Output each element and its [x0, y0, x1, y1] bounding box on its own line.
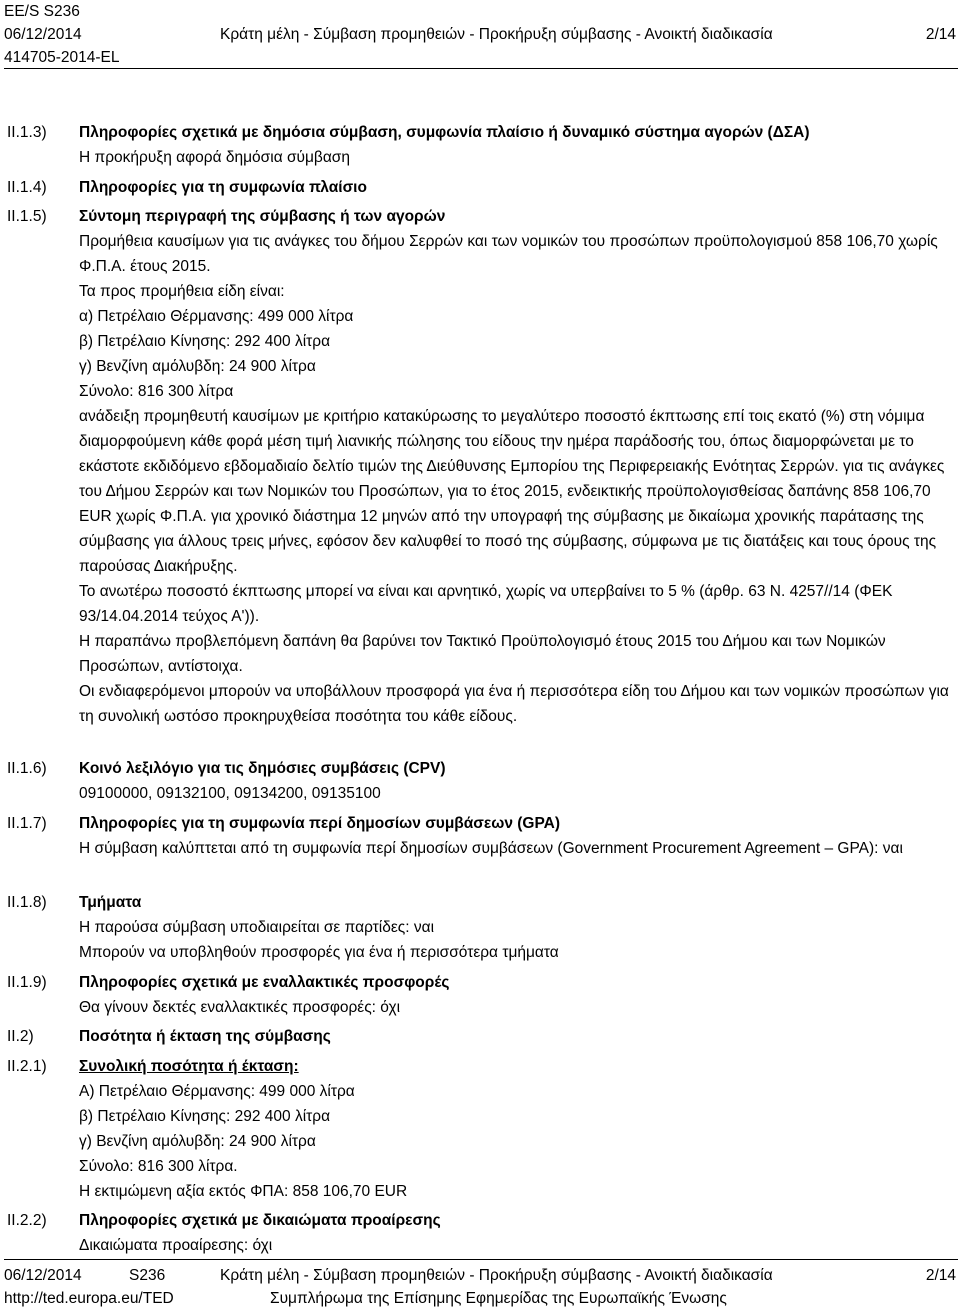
footer-date: 06/12/2014 — [4, 1267, 82, 1284]
section-title: Πληροφορίες για τη συμφωνία περί δημοσίων συμβάσεων (GPA) — [79, 815, 561, 832]
footer-divider — [4, 1259, 958, 1260]
section-number: II.2.1) — [7, 1058, 47, 1075]
section-title: Πληροφορίες σχετικά με εναλλακτικές προσφορές — [79, 974, 450, 991]
header-row-3 — [4, 46, 958, 69]
section-text: Δικαιώματα προαίρεσης: όχι — [79, 1237, 273, 1254]
footer-url[interactable]: http://ted.europa.eu/TED — [4, 1290, 174, 1307]
description-paragraph: ανάδειξη προμηθευτή καυσίμων με κριτήριο κατακύρωσης το μεγαλύτερο ποσοστό έκπτωσης επί τοις εκατό (%) στη νόμιμα διαμορφούμενη κάθε φορά μέση τιμή λιανικής πώλησης του είδους την ημέρα παράδοσής του, όπως διαμορφώνεται με το εκάστοτε εκδιδόμενο εβδομαδιαίο δελτίο τιμών της Διεύθυνσης Εμπορίου της Περιφερειακής Ενότητας Σερρών. για τις ανάγκες του Δήμου Σερρών και των Νομικών του Προσώπων, για το έτος 2015, ενδεικτικής προϋπολογισθείσας δαπάνης 858 106,70 EUR χωρίς Φ.Π.Α. για χρονικό διάστημα 12 μηνών από την υπογραφή της σύμβασης με δικαίωμα χρονικής παράτασης της σύμβασης για άλλους τρεις μήνες, εφόσον δεν καλυφθεί το ποσό της σύμβασης, σύμφωνα με τις διατάξεις και τους όρους της παρούσας Διακήρυξης. — [79, 408, 945, 575]
estimated-value: Η εκτιμώμενη αξία εκτός ΦΠΑ: 858 106,70 EUR — [79, 1183, 408, 1200]
quantity-item: β) Πετρέλαιο Κίνησης: 292 400 λίτρα — [79, 1108, 331, 1125]
section-title: Πληροφορίες σχετικά με δημόσια σύμβαση, συμφωνία πλαίσιο ή δυναμικό σύστημα αγορών (ΔΣΑ) — [79, 124, 810, 141]
section-title: Συνολική ποσότητα ή έκταση: — [79, 1058, 299, 1075]
footer-row-2 — [4, 1287, 958, 1310]
section-number: II.1.8) — [7, 894, 47, 911]
header-page-number: 2/14 — [925, 26, 956, 43]
section-text: Θα γίνουν δεκτές εναλλακτικές προσφορές: όχι — [79, 999, 401, 1016]
section-title: Ποσότητα ή έκταση της σύμβασης — [79, 1028, 331, 1045]
page-footer — [4, 1264, 958, 1310]
footer-series: S236 — [129, 1267, 166, 1284]
section-text: Η σύμβαση καλύπτεται από τη συμφωνία περί δημοσίων συμβάσεων (Government Procurement Agreement – GPA): ναι — [79, 840, 903, 857]
section-text: Η παρούσα σύμβαση υποδιαιρείται σε παρτίδες: ναι — [79, 919, 435, 936]
quantity-total: Σύνολο: 816 300 λίτρα. — [79, 1158, 238, 1175]
section-text: Μπορούν να υποβληθούν προσφορές για ένα ή περισσότερα τμήματα — [79, 944, 559, 961]
section-title: Κοινό λεξιλόγιο για τις δημόσιες συμβάσεις (CPV) — [79, 760, 446, 777]
footer-title: Κράτη μέλη - Σύμβαση προμηθειών - Προκήρυξη σύμβασης - Ανοικτή διαδικασία — [220, 1267, 773, 1284]
description-paragraph: Τα προς προμήθεια είδη είναι: — [79, 283, 285, 300]
header-divider — [4, 68, 958, 69]
footer-page-number: 2/14 — [925, 1267, 956, 1284]
section-number: II.2) — [7, 1028, 34, 1045]
description-item: α) Πετρέλαιο Θέρμανσης: 499 000 λίτρα — [79, 308, 354, 325]
section-number: II.1.9) — [7, 974, 47, 991]
section-title: Τμήματα — [79, 894, 142, 911]
description-total: Σύνολο: 816 300 λίτρα — [79, 383, 234, 400]
section-number: II.2.2) — [7, 1212, 47, 1229]
section-title: Πληροφορίες για τη συμφωνία πλαίσιο — [79, 179, 367, 196]
description-item: γ) Βενζίνη αμόλυβδη: 24 900 λίτρα — [79, 358, 316, 375]
header-row-1 — [4, 0, 958, 23]
page-header — [4, 0, 958, 69]
section-number: II.1.6) — [7, 760, 47, 777]
header-date: 06/12/2014 — [4, 26, 82, 43]
section-number: II.1.3) — [7, 124, 47, 141]
description-paragraph: Προμήθεια καυσίμων για τις ανάγκες του δήμου Σερρών και των νομικών του προσώπων προϋπολογισμού 858 106,70 χωρίς Φ.Π.Α. έτους 2015. — [79, 233, 938, 275]
header-row-2 — [4, 23, 958, 46]
description-paragraph: Η παραπάνω προβλεπόμενη δαπάνη θα βαρύνει τον Τακτικό Προϋπολογισμό έτους 2015 του Δήμου και των Νομικών Προσώπων, αντίστοιχα. — [79, 633, 886, 675]
section-number: II.1.7) — [7, 815, 47, 832]
header-document-id: 414705-2014-EL — [4, 49, 120, 66]
cpv-codes: 09100000, 09132100, 09134200, 09135100 — [79, 785, 381, 802]
description-paragraph: Το ανωτέρω ποσοστό έκπτωσης μπορεί να είναι και αρνητικό, χωρίς να υπερβαίνει το 5 % (άρθρ. 63 Ν. 4257//14 (ΦΕΚ 93/14.04.2014 τεύχος Α')). — [79, 583, 893, 625]
quantity-item: Α) Πετρέλαιο Θέρμανσης: 499 000 λίτρα — [79, 1083, 355, 1100]
footer-supplement: Συμπλήρωμα της Επίσημης Εφημερίδας της Ευρωπαϊκής Ένωσης — [270, 1290, 727, 1307]
section-text: Η προκήρυξη αφορά δημόσια σύμβαση — [79, 149, 350, 166]
header-series: EE/S S236 — [4, 3, 80, 20]
quantity-item: γ) Βενζίνη αμόλυβδη: 24 900 λίτρα — [79, 1133, 316, 1150]
section-number: II.1.4) — [7, 179, 47, 196]
description-paragraph: Οι ενδιαφερόμενοι μπορούν να υποβάλλουν προσφορά για ένα ή περισσότερα είδη του Δήμου και των νομικών προσώπων για τη συνολική ωστόσο προκηρυχθείσα ποσότητα του κάθε είδους. — [79, 683, 949, 725]
footer-row-1 — [4, 1264, 958, 1287]
section-number: II.1.5) — [7, 208, 47, 225]
section-title: Σύντομη περιγραφή της σύμβασης ή των αγορών — [79, 208, 446, 225]
section-title: Πληροφορίες σχετικά με δικαιώματα προαίρεσης — [79, 1212, 441, 1229]
description-item: β) Πετρέλαιο Κίνησης: 292 400 λίτρα — [79, 333, 331, 350]
header-title: Κράτη μέλη - Σύμβαση προμηθειών - Προκήρυξη σύμβασης - Ανοικτή διαδικασία — [220, 26, 773, 43]
